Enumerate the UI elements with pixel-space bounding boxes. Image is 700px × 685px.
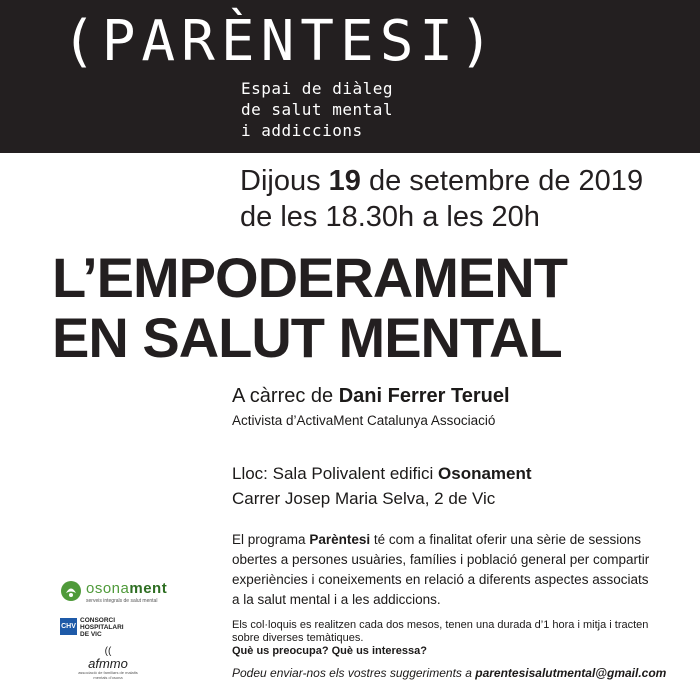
program-line: experiències i coneixements en relació a diferents aspectes associats (232, 572, 649, 587)
tagline-line: de salut mental (241, 100, 393, 119)
contact-line (232, 666, 666, 680)
venue-address: Carrer Josep Maria Selva, 2 de Vic (232, 489, 496, 508)
venue (232, 461, 532, 511)
venue-building: Osonament (438, 464, 532, 483)
title-line: EN SALUT MENTAL (52, 306, 562, 369)
program-line: obertes a persones usuàries, famílies i població general per compartir (232, 552, 650, 567)
program-description (232, 530, 692, 610)
chv-badge: CHV (60, 618, 77, 635)
program-line: té com a finalitat oferir una sèrie de sessions (373, 532, 642, 547)
afmmo-logo (78, 646, 138, 682)
speaker-prefix: A càrrec de (232, 385, 334, 407)
afmmo-mark-icon: (( (104, 646, 112, 657)
notes-question: Què us preocupa? Què us interessa? (232, 645, 427, 657)
speaker-name: Dani Ferrer Teruel (338, 385, 510, 407)
event-title (52, 248, 567, 368)
speaker (232, 385, 510, 408)
program-name: Parèntesi (309, 532, 371, 547)
afmmo-name: afmmo (88, 656, 128, 671)
event-time: de les 18.30h a les 20h (240, 201, 540, 233)
afmmo-subtitle: associació de familiars de malalts mentals d’osona (78, 670, 138, 680)
program-intro: El programa (232, 532, 306, 547)
tagline-line: Espai de diàleg (241, 79, 393, 98)
tagline-line: i addiccions (241, 121, 363, 140)
speaker-role: Activista d’ActivaMent Catalunya Associació (232, 413, 496, 428)
osonament-subtitle: serveis integrals de salut mental (86, 598, 158, 604)
title-line: L’EMPODERAMENT (52, 246, 567, 309)
program-line: a la salut mental i a les addiccions. (232, 592, 441, 607)
tagline (241, 78, 393, 141)
contact-email-link[interactable]: parentesisalutmental@gmail.com (475, 666, 667, 680)
header-banner (0, 0, 700, 153)
notes-line: Els col·loquis es realitzen cada dos mesos, tenen una durada d’1 hora i mitja i tracten (232, 619, 649, 631)
session-notes (232, 619, 692, 658)
venue-prefix: Lloc: Sala Polivalent edifici (232, 464, 434, 483)
osonament-logo (60, 580, 210, 608)
chv-logo (60, 616, 180, 640)
event-datetime (240, 163, 643, 235)
brand-title: (PARÈNTESI) (62, 9, 499, 74)
osonament-name: osonament (86, 580, 168, 597)
osonament-leaf-icon (60, 580, 82, 602)
chv-name: CONSORCI HOSPITALARI DE VIC (80, 617, 124, 638)
date-day: 19 (328, 165, 361, 197)
date-suffix: de setembre de 2019 (368, 165, 644, 197)
notes-line: sobre diverses temàtiques. (232, 632, 364, 644)
contact-text: Podeu enviar-nos els vostres suggeriments a (232, 666, 472, 680)
date-prefix: Dijous (240, 165, 321, 197)
